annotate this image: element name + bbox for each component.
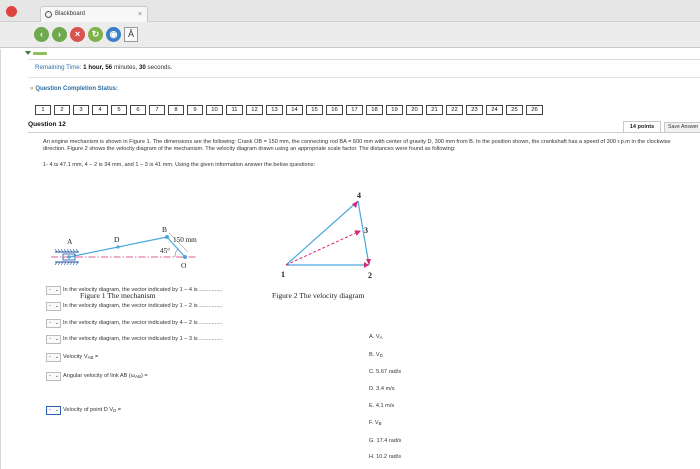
option-subscript: A (379, 335, 383, 340)
chevron-down-icon: ⌄ (54, 286, 59, 293)
minutes-label: minutes, (112, 64, 138, 71)
question-nav-button[interactable]: 14 (286, 105, 303, 115)
question-nav-button[interactable]: 25 (506, 105, 523, 115)
question-nav-button[interactable]: 18 (366, 105, 383, 115)
prompt-text: In the velocity diagram, the vector indicated by 1 – 3 is ............... (63, 336, 223, 342)
question-nav-button[interactable]: 11 (226, 105, 243, 115)
option-text: G. 17.4 rad/s (369, 438, 402, 444)
question-nav-button[interactable]: 9 (187, 105, 203, 115)
chevron-down-icon[interactable] (25, 51, 31, 55)
answer-select[interactable] (46, 319, 61, 328)
node-1-label: 1 (281, 270, 285, 279)
save-answer-button[interactable]: Save Answer (664, 122, 700, 133)
node-3-label: 3 (364, 226, 368, 235)
prompt-tail: ) = (141, 373, 148, 379)
question-nav-button[interactable]: 15 (306, 105, 323, 115)
option-subscript: B (378, 421, 382, 426)
chevron-down-icon: ⌄ (54, 319, 59, 326)
expand-arrow-icon: » (30, 86, 34, 92)
question-nav-button[interactable]: 13 (266, 105, 283, 115)
answer-option (369, 352, 383, 358)
prompt-subscript: AB (135, 374, 142, 379)
answer-option (369, 454, 401, 460)
completion-status-title: Question Completion Status: (35, 86, 119, 92)
option-text: H. 10.2 rad/s (369, 454, 402, 460)
answer-option (369, 334, 383, 340)
select-value: - (49, 353, 51, 360)
matching-row (46, 352, 98, 362)
matching-row (46, 318, 223, 328)
question-nav-button[interactable]: 22 (446, 105, 463, 115)
select-value: - (49, 302, 51, 309)
answer-option (369, 420, 382, 426)
chevron-down-icon: ⌄ (54, 406, 59, 413)
select-value: - (49, 406, 51, 413)
question-nav-button[interactable]: 1 (35, 105, 51, 115)
question-nav-button[interactable]: 6 (130, 105, 146, 115)
question-nav-button[interactable]: 24 (486, 105, 503, 115)
points-badge: 14 points (623, 121, 661, 133)
divider (28, 59, 700, 60)
matching-row (46, 334, 223, 344)
question-nav-button[interactable]: 7 (149, 105, 165, 115)
prompt-text: In the velocity diagram, the vector indicated by 4 – 2 is ............... (63, 320, 223, 326)
reload-icon[interactable]: ↻ (88, 27, 103, 42)
angle-label: 45° (160, 247, 171, 255)
node-4-label: 4 (357, 191, 361, 200)
remaining-seconds: 30 (138, 64, 146, 71)
answer-option (369, 438, 401, 444)
label-d: D (114, 235, 120, 244)
figure2-caption: Figure 2 The velocity diagram (272, 291, 365, 300)
answer-option (369, 403, 394, 409)
select-value: - (49, 286, 51, 293)
option-text: D. 3.4 m/s (369, 386, 395, 392)
mechanism-figure (47, 219, 217, 289)
question-nav-button[interactable]: 23 (466, 105, 483, 115)
question-navigator (35, 105, 543, 116)
tab-title: Blackboard (55, 11, 86, 17)
chevron-down-icon: ⌄ (54, 335, 59, 342)
prompt-text: Angular velocity of link AB (ω (63, 373, 136, 379)
question-nav-button[interactable]: 3 (73, 105, 89, 115)
text-size-button[interactable]: Ā (124, 27, 138, 42)
velocity-diagram (276, 189, 386, 284)
question-nav-button[interactable]: 12 (246, 105, 263, 115)
matching-prompt (63, 287, 223, 293)
question-nav-button[interactable]: 2 (54, 105, 70, 115)
answer-select[interactable] (46, 353, 61, 362)
figure1-caption: Figure 1 The mechanism (80, 291, 156, 300)
chevron-down-icon: ⌄ (54, 302, 59, 309)
prompt-text: Velocity V (63, 354, 88, 360)
question-text-distances: 1- 4 is 47.1 mm, 4 – 2 is 34 mm, and 1 – 3 is 41 mm. Using the given information answer the below questions: (43, 162, 316, 168)
globe-icon[interactable]: ◉ (106, 27, 121, 42)
prompt-text: In the velocity diagram, the vector indicated by 1 – 2 is ............... (63, 303, 223, 309)
matching-prompt (63, 320, 223, 326)
question-nav-button[interactable]: 17 (346, 105, 363, 115)
answer-select[interactable] (46, 302, 61, 311)
completion-status[interactable] (30, 86, 118, 92)
option-text: B. V (369, 352, 380, 358)
prompt-tail: = (116, 407, 122, 413)
answer-option (369, 369, 401, 375)
select-value: - (49, 319, 51, 326)
question-nav-button[interactable]: 8 (168, 105, 184, 115)
question-nav-button[interactable]: 19 (386, 105, 403, 115)
matching-prompt (63, 407, 121, 413)
page-content (0, 49, 700, 469)
matching-prompt (63, 303, 223, 309)
divider (28, 77, 700, 78)
matching-row (46, 371, 148, 381)
node-2-label: 2 (368, 271, 372, 280)
matching-prompt (63, 373, 148, 379)
collapse-handle[interactable] (33, 52, 47, 55)
stop-icon[interactable]: × (70, 27, 85, 42)
select-value: - (49, 335, 51, 342)
label-a: A (67, 237, 73, 246)
back-icon[interactable]: ‹ (34, 27, 49, 42)
prompt-text: In the velocity diagram, the vector indicated by 1 – 4 is ............... (63, 287, 223, 293)
option-text: E. 4.1 m/s (369, 403, 395, 409)
matching-row (46, 285, 223, 295)
question-text: An engine mechanism is shown in Figure 1. The dimensions are the following: Crank OB = 150 mm, the connecting rod BA = 600 mm with center of gravity D, 300 mm from B. In the position shown, the crankshaft has a speed of 300 r.p.m in the clockwise direction. Figure 2 shows the velocity diagram of the mechanism. The velocity diagram drawn using an appropriate scale factor. The distances were found as following: (43, 139, 671, 153)
remaining-time-label: Remaining Time: (35, 64, 82, 71)
matching-prompt (63, 354, 98, 360)
option-subscript: D (379, 353, 383, 358)
question-nav-button[interactable]: 16 (326, 105, 343, 115)
dimension-label: 150 mm (173, 236, 197, 244)
seconds-label: seconds. (145, 64, 173, 71)
option-text: A. V (369, 334, 380, 340)
matching-row (46, 405, 121, 415)
forward-icon[interactable]: › (52, 27, 67, 42)
question-nav-button[interactable]: 26 (526, 105, 543, 115)
question-nav-button[interactable]: 21 (426, 105, 443, 115)
matching-prompt (63, 336, 223, 342)
browser-toolbar (0, 22, 700, 48)
question-header (28, 121, 700, 133)
answer-select[interactable] (46, 286, 61, 295)
prompt-subscript: D (113, 408, 117, 413)
prompt-tail: = (93, 354, 99, 360)
answer-option (369, 386, 395, 392)
option-text: F. V (369, 420, 379, 426)
chevron-down-icon: ⌄ (54, 353, 59, 360)
question-nav-button[interactable]: 20 (406, 105, 423, 115)
label-b: B (162, 225, 168, 234)
answer-select[interactable] (46, 406, 61, 415)
blackboard-icon (45, 11, 52, 18)
select-value: - (49, 372, 51, 379)
label-o: O (181, 261, 187, 270)
question-nav-button[interactable]: 10 (206, 105, 223, 115)
question-nav-button[interactable]: 5 (111, 105, 127, 115)
matching-row (46, 301, 223, 311)
prompt-text: Velocity of point D V (63, 407, 114, 413)
remaining-hours: 1 hour, (83, 64, 104, 71)
tab-close-icon[interactable]: × (137, 11, 142, 18)
question-nav-button[interactable]: 4 (92, 105, 108, 115)
prompt-subscript: AB (87, 355, 94, 360)
answer-select[interactable] (46, 372, 61, 381)
option-text: C. 5.67 rad/s (369, 369, 402, 375)
close-window-button[interactable] (6, 6, 17, 17)
window-titlebar (0, 0, 700, 22)
remaining-minutes: 56 (105, 64, 113, 71)
question-title: Question 12 (28, 121, 66, 128)
answer-select[interactable] (46, 335, 61, 344)
remaining-time (35, 64, 172, 71)
chevron-down-icon: ⌄ (54, 372, 59, 379)
browser-tab[interactable] (40, 6, 148, 22)
